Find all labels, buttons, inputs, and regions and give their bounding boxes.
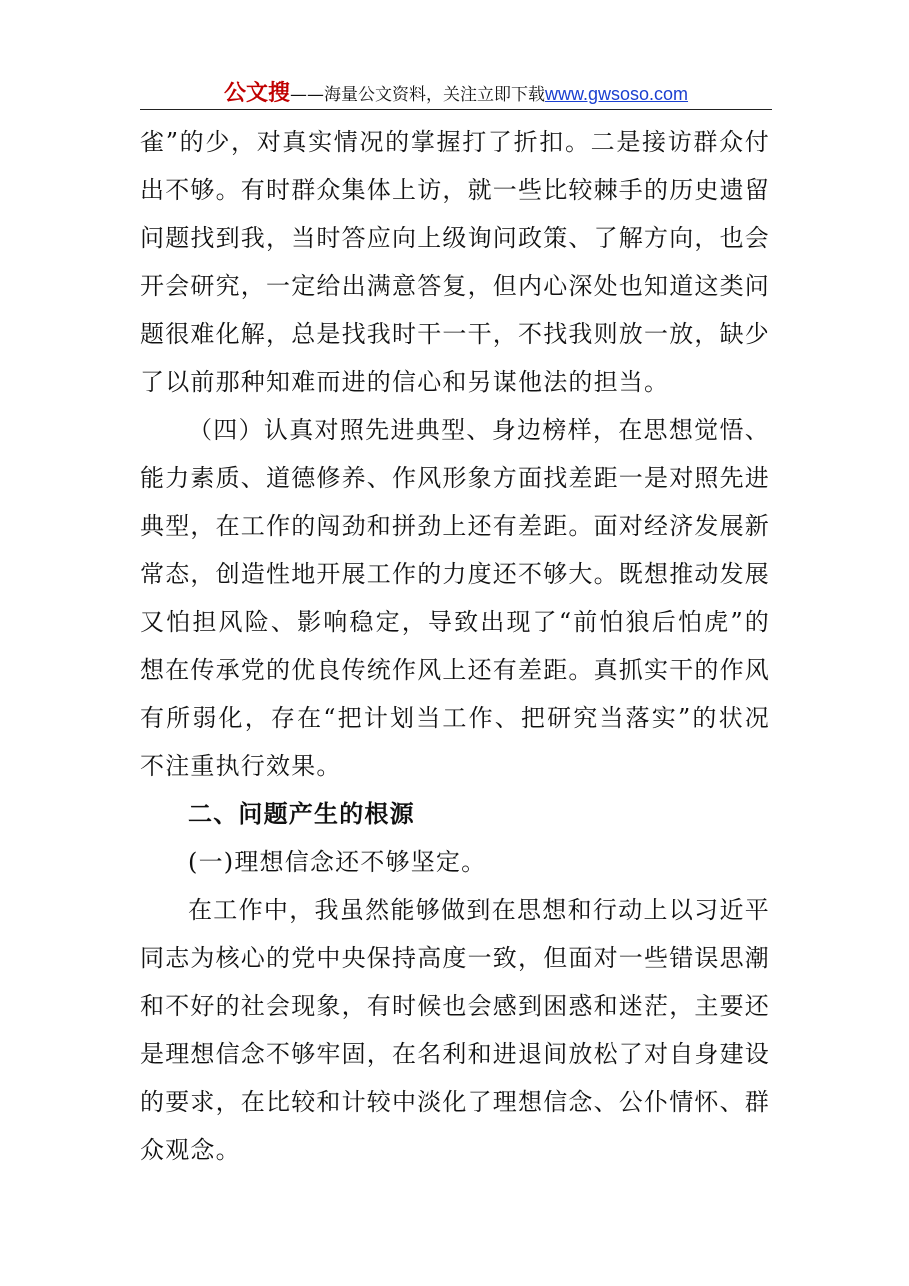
paragraph-ideals-detail: 在工作中，我虽然能够做到在思想和行动上以习近平同志为核心的党中央保持高度一致，但面对一些错误思潮和不好的社会现象，有时候也会感到困惑和迷茫，主要还是理想信念不够牢固，在名利和进退间放松了对自身建设的要求，在比较和计较中淡化了理想信念、公仆情怀、群众观念。 <box>140 896 770 1164</box>
brand-logo-text: 公文搜 <box>223 81 290 106</box>
page-header <box>140 76 772 110</box>
document-body <box>140 118 770 1174</box>
section-heading-root-causes: 二、问题产生的根源 <box>188 800 415 828</box>
paragraph-section-four: （四）认真对照先进典型、身边榜样，在思想觉悟、能力素质、道德修养、作风形象方面找差距一是对照先进典型，在工作的闯劲和拼劲上还有差距。面对经济发展新常态，创造性地开展工作的力度还不够大。既想推动发展又怕担风险、影响稳定，导致出现了“前怕狼后怕虎”的想在传承党的优良传统作风上还有差距。真抓实干的作风有所弱化，存在“把计划当工作、把研究当落实”的状况不注重执行效果。 <box>140 416 770 780</box>
site-link[interactable]: www.gwsoso.com <box>544 84 689 104</box>
subheading-ideals: (一)理想信念还不够坚定。 <box>188 848 487 876</box>
paragraph-continued: 雀”的少，对真实情况的掌握打了折扣。二是接访群众付出不够。有时群众集体上访，就一些比较棘手的历史遗留问题找到我，当时答应向上级询问政策、了解方向，也会开会研究，一定给出满意答复，但内心深处也知道这类问题很难化解，总是找我时干一干，不找我则放一放，缺少了以前那种知难而进的信心和另谋他法的担当。 <box>140 128 770 396</box>
header-tagline: ——海量公文资料，关注立即下载 <box>289 85 545 105</box>
